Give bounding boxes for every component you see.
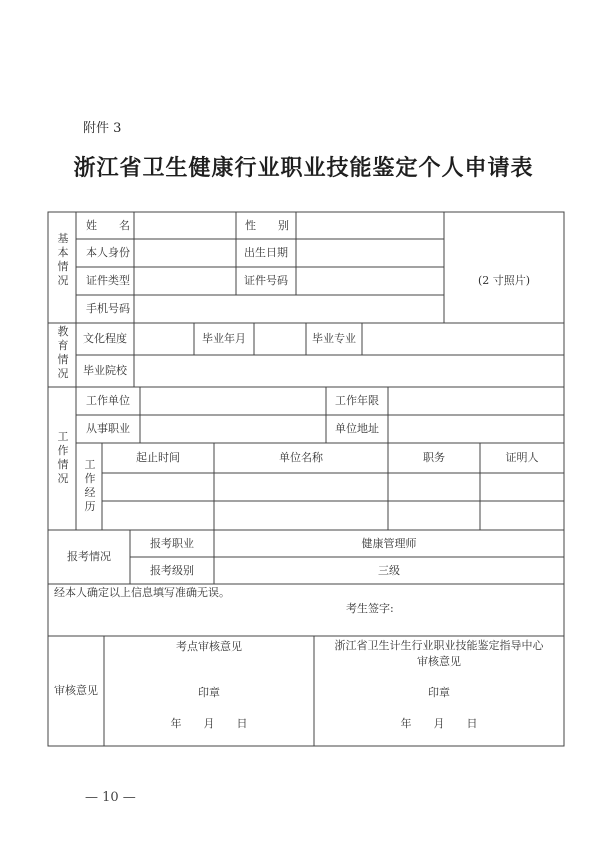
declaration-text: 经本人确定以上信息填写准确无误。 (54, 586, 230, 600)
label-employer: 工作单位 (86, 394, 130, 408)
attachment-label: 附件 3 (83, 121, 122, 136)
review-right-subtitle: 审核意见 (417, 655, 461, 669)
section-basic: 基本情况 (57, 232, 69, 287)
label-work-years: 工作年限 (335, 394, 379, 408)
review-right-date: 年 月 日 (400, 717, 478, 731)
label-id: 本人身份 (86, 246, 130, 260)
review-left-seal: 印章 (198, 686, 220, 700)
label-school: 毕业院校 (83, 364, 127, 378)
review-right-title: 浙江省卫生计生行业职业技能鉴定指导中心 (334, 639, 544, 653)
label-id-no: 证件号码 (244, 274, 288, 288)
label-id-type: 证件类型 (86, 274, 130, 288)
label-grad-date: 毕业年月 (202, 332, 246, 346)
col-position: 职务 (423, 451, 445, 465)
label-major: 毕业专业 (312, 332, 356, 346)
label-address: 单位地址 (335, 422, 379, 436)
label-education-level: 文化程度 (83, 332, 127, 346)
review-left-title: 考点审核意见 (176, 640, 242, 654)
section-exam: 报考情况 (67, 550, 111, 564)
form-title: 浙江省卫生健康行业职业技能鉴定个人申请表 (73, 155, 534, 181)
review-right-seal: 印章 (428, 686, 450, 700)
section-work: 工作情况 (57, 430, 69, 485)
value-exam-level: 三级 (378, 563, 400, 577)
label-gender: 性 别 (245, 218, 289, 232)
section-education: 教育情况 (57, 325, 69, 380)
label-work-history: 工作经历 (84, 458, 96, 513)
review-left-date: 年 月 日 (170, 717, 248, 731)
col-witness: 证明人 (505, 451, 539, 465)
col-unit: 单位名称 (279, 451, 323, 465)
label-phone: 手机号码 (86, 302, 130, 316)
label-exam-level: 报考级别 (150, 563, 194, 577)
label-birth-date: 出生日期 (244, 246, 288, 260)
label-exam-occupation: 报考职业 (150, 536, 194, 550)
value-exam-occupation: 健康管理师 (361, 536, 417, 550)
signature-label: 考生签字: (346, 602, 394, 616)
col-time: 起止时间 (136, 451, 180, 465)
section-review: 审核意见 (54, 684, 98, 698)
photo-placeholder: (2 寸照片) (477, 274, 531, 288)
label-name: 姓 名 (86, 218, 130, 232)
label-occupation: 从事职业 (86, 422, 130, 436)
page-number: — 10 — (85, 790, 136, 805)
